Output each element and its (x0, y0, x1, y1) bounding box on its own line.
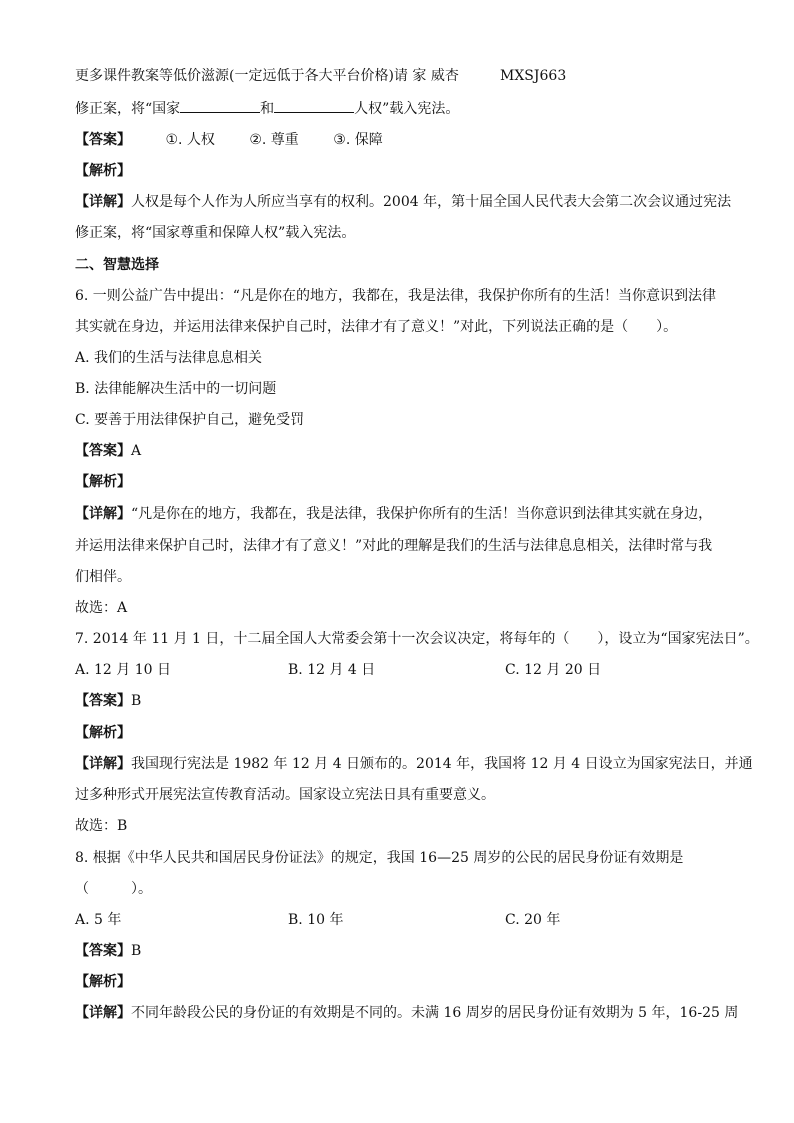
q7-option-b: B. 12 月 4 日 (288, 662, 376, 678)
q7-stem: 7. 2014 年 11 月 1 日，十二届全国人大常委会第十一次会议决定，将每年的（ ），设立为“国家宪法日”。 (75, 631, 759, 647)
q5-analysis-tag: 【解析】 (75, 163, 131, 179)
q6-choice: 故选：A (75, 600, 128, 616)
detail-tag: 【详解】 (75, 756, 131, 772)
q5-stem-prefix: 修正案，将“国家 (75, 101, 181, 117)
q7-options (75, 660, 602, 680)
answer-tag: 【答案】 (75, 943, 131, 959)
q6-option-a: A. 我们的生活与法律息息相关 (75, 350, 263, 366)
q8-analysis-tag: 【解析】 (75, 974, 131, 990)
q7-choice: 故选：B (75, 818, 128, 834)
q5-answer-opt-1: ①. 人权 (165, 132, 215, 148)
detail-tag: 【详解】 (75, 1005, 131, 1021)
q5-detail-line-2: 修正案，将“国家尊重和保障人权”载入宪法。 (75, 225, 356, 241)
q6-detail-text-1: “凡是你在的地方，我都在，我是法律，我保护你所有的生活！当你意识到法律其实就在身边， (131, 506, 713, 522)
detail-tag: 【详解】 (75, 194, 131, 210)
q8-option-a: A. 5 年 (75, 912, 122, 928)
q6-analysis-tag: 【解析】 (75, 474, 131, 490)
q6-answer-value: A (131, 443, 142, 459)
q8-detail-text-1: 不同年龄段公民的身份证的有效期是不同的。未满 16 周岁的居民身份证有效期为 5 年，16-25 周 (131, 1005, 739, 1021)
q6-option-b: B. 法律能解决生活中的一切问题 (75, 381, 277, 397)
q5-answer-opt-2: ②. 尊重 (249, 132, 299, 148)
q8-answer (75, 941, 141, 961)
q8-option-b: B. 10 年 (288, 912, 344, 928)
q6-stem-line-2: 其实就在身边，并运用法律来保护自己时，法律才有了意义！”对此，下列说法正确的是（ ）。 (75, 319, 678, 335)
q6-option-c: C. 要善于用法律保护自己，避免受罚 (75, 412, 305, 428)
q6-stem-line-1: 6. 一则公益广告中提出：“凡是你在的地方，我都在，我是法律，我保护你所有的生活！当你意识到法律 (75, 288, 716, 304)
answer-tag: 【答案】 (75, 443, 131, 459)
q8-stem-line-2: （ ）。 (75, 881, 152, 897)
q5-stem-suffix: 人权”载入宪法。 (354, 101, 460, 117)
q7-answer (75, 691, 141, 711)
header-promo: 更多课件教案等低价滋源(一定远低于各大平台价格)请 家 威杏 (75, 68, 459, 84)
q6-detail-line-3: 们相伴。 (75, 569, 131, 585)
detail-tag: 【详解】 (75, 506, 131, 522)
q6-detail-line-2: 并运用法律来保护自己时，法律才有了意义！”对此的理解是我们的生活与法律息息相关，法律时常与我 (75, 538, 713, 554)
q8-answer-value: B (131, 943, 142, 959)
q8-stem-line-1: 8. 根据《中华人民共和国居民身份证法》的规定，我国 16—25 周岁的公民的居民身份证有效期是 (75, 850, 684, 866)
q8-option-c: C. 20 年 (505, 912, 561, 928)
q5-blank-2 (274, 98, 354, 113)
q5-blank-1 (180, 98, 260, 113)
q7-detail-line-2: 过多种形式开展宪法宣传教育活动。国家设立宪法日具有重要意义。 (75, 787, 495, 803)
q6-detail-line-1 (75, 504, 712, 524)
q7-detail-line-1 (75, 754, 753, 774)
header-line (75, 66, 567, 86)
q6-answer (75, 441, 141, 461)
q7-answer-value: B (131, 693, 142, 709)
q5-detail-text-1: 人权是每个人作为人所应当享有的权利。2004 年，第十届全国人民代表大会第二次会议通过宪法 (131, 194, 732, 210)
q5-answer (75, 130, 383, 150)
q7-analysis-tag: 【解析】 (75, 725, 131, 741)
q7-option-c: C. 12 月 20 日 (505, 662, 602, 678)
q7-detail-text-1: 我国现行宪法是 1982 年 12 月 4 日颁布的。2014 年，我国将 12 月 4 日设立为国家宪法日，并通 (131, 756, 753, 772)
q5-stem-mid: 和 (260, 101, 275, 117)
answer-tag: 【答案】 (75, 693, 131, 709)
header-code: MXSJ663 (500, 68, 567, 84)
q8-detail-line-1 (75, 1003, 738, 1023)
q7-option-a: A. 12 月 10 日 (75, 662, 171, 678)
q5-answer-opt-3: ③. 保障 (333, 132, 383, 148)
q8-options (75, 910, 561, 930)
answer-tag: 【答案】 (75, 132, 131, 148)
q5-stem-continuation (75, 98, 459, 118)
section-title: 二、智慧选择 (75, 257, 159, 273)
q5-detail-line-1 (75, 192, 731, 212)
